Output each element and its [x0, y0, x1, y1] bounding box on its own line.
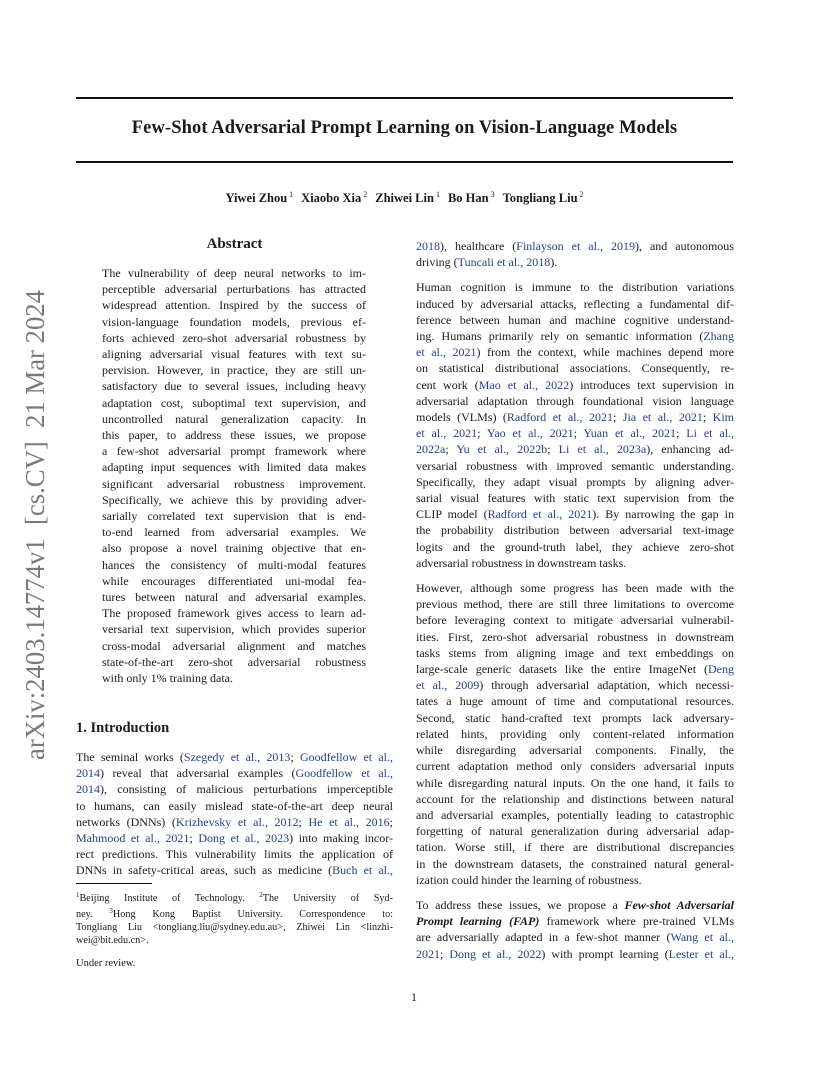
citation-link[interactable]: Lester et al.,	[668, 946, 734, 961]
citation-link[interactable]: et al., 2021	[416, 426, 478, 441]
text-line	[416, 856, 734, 872]
author-name-text: Zhiwei Lin	[375, 191, 434, 205]
text-line	[416, 393, 734, 409]
text-segment: wei@bit.edu.cn>.	[76, 935, 149, 946]
text-segment: ;	[290, 750, 300, 764]
text-segment: Human cognition is immune to the distribution variations	[416, 280, 734, 295]
text-segment: forgetting of natural generalization during adversarial adap-	[416, 824, 734, 839]
citation-link[interactable]: Dong et al., 2023	[198, 831, 290, 846]
citation-link[interactable]: et al., 2021	[416, 345, 477, 360]
citation-link[interactable]: Yuan et al., 2021	[583, 426, 677, 441]
text-segment: on statistical distributional associations. Consequently, re-	[416, 361, 734, 376]
citation-link[interactable]: 2014	[76, 782, 100, 797]
text-line	[416, 328, 734, 344]
citation-link[interactable]: Yao et al., 2021	[486, 426, 574, 441]
text-segment: The seminal works (	[76, 750, 184, 764]
text-segment: adversarial robustness in downstream tasks.	[416, 555, 627, 570]
abstract-body	[102, 265, 366, 686]
text-segment: ) from the context, while machines depend more	[476, 345, 734, 360]
title-rule-bottom	[76, 161, 733, 163]
text-line	[416, 425, 734, 441]
author-name	[448, 191, 495, 205]
text-segment: ing. Humans primarily rely on semantic information (	[416, 329, 704, 344]
text-line	[416, 409, 734, 425]
text-segment: ;	[676, 426, 687, 441]
text-line	[416, 710, 734, 726]
citation-link[interactable]: 2018	[416, 239, 440, 253]
abstract-line: state-of-the-art zero-shot adversarial robustness	[102, 654, 366, 669]
text-line	[76, 765, 393, 781]
text-segment: ), consisting of malicious perturbations imperceptible	[100, 782, 393, 797]
text-segment: ) through adversarial adaptation, which necessi-	[479, 678, 734, 693]
abstract-line: adapting input sequences with limited data makes	[102, 460, 366, 475]
abstract-line: this paper, to address these issues, we propose	[102, 428, 366, 443]
text-line	[416, 312, 734, 328]
citation-link[interactable]: Deng	[708, 662, 734, 677]
text-segment: ) with prompt learning (	[541, 946, 669, 961]
abstract-line: Specifically, we achieve this by providing adver-	[102, 492, 366, 507]
text-line	[416, 377, 734, 393]
text-line	[416, 360, 734, 376]
author-affiliation-mark: 1	[289, 190, 294, 199]
abstract-line: The vulnerability of deep neural networks to im-	[102, 266, 366, 280]
text-line	[76, 830, 393, 846]
text-line	[416, 441, 734, 457]
text-segment: are adversarially adapted in a few-shot manner (	[416, 930, 671, 945]
text-segment: ), and autonomous	[634, 239, 734, 253]
text-segment: the probability distribution between adversarial text-image	[416, 523, 734, 538]
arxiv-stamp	[14, 285, 54, 765]
author-affiliation-mark: 2	[363, 190, 368, 199]
text-segment: before leveraging context to mitigate adversarial vulnerabil-	[416, 613, 734, 628]
author-name	[375, 191, 440, 205]
text-segment: ) introduces text supervision in	[569, 377, 734, 392]
text-segment: ference between human and machine cognitive understand-	[416, 312, 734, 327]
text-segment: CLIP model (	[416, 507, 488, 522]
text-line	[416, 474, 734, 490]
text-segment: DNNs in safety-critical areas, such as medicine (	[76, 863, 333, 878]
footnote-mark: 3	[109, 907, 113, 915]
text-segment: large-scale generic datasets like the entire ImageNet (	[416, 662, 708, 677]
text-segment: induced by adversarial attacks, reflecting a fundamental dif-	[416, 296, 734, 311]
text-line	[416, 726, 734, 742]
citation-link[interactable]: Dong et al., 2022	[449, 946, 542, 961]
text-segment: previous method, there are still three limitations to overcome	[416, 597, 734, 612]
text-segment: ), healthcare (	[440, 239, 517, 253]
abstract-line: The proposed framework gives access to learn ad-	[102, 606, 366, 621]
text-line	[416, 458, 734, 474]
text-line	[416, 775, 734, 791]
citation-link[interactable]: Krizhevsky et al., 2012	[175, 814, 299, 829]
citation-link[interactable]: Radford et al., 2021	[487, 507, 593, 522]
text-line	[76, 862, 393, 878]
text-line	[416, 823, 734, 839]
abstract-line: sarially correlated text supervision that is end-	[102, 509, 366, 524]
abstract-line: hances the consistency of multi-modal features	[102, 557, 366, 572]
footnote-mark: 2	[259, 891, 263, 899]
abstract-line: adaptation cost, suboptimal text supervision, and	[102, 395, 366, 410]
introduction-body-right	[416, 238, 734, 971]
text-line	[76, 934, 393, 947]
text-segment: driving (	[416, 255, 458, 270]
citation-link[interactable]: Mahmood et al., 2021	[76, 831, 190, 846]
text-segment: rect predictions. This vulnerability limits the application of	[76, 847, 393, 862]
citation-link[interactable]: Goodfellow et al.,	[299, 750, 393, 764]
author-name-text: Tongliang Liu	[502, 191, 578, 205]
text-line	[76, 798, 393, 814]
author-name	[503, 191, 584, 205]
paragraph	[416, 238, 734, 270]
citation-link[interactable]: Goodfellow et al.,	[295, 766, 393, 781]
citation-link[interactable]: Tuncali et al., 2018	[457, 255, 551, 270]
citation-link[interactable]: Wang et al.,	[670, 930, 735, 945]
text-line	[416, 506, 734, 522]
text-line	[416, 913, 734, 929]
text-segment: and adversarial examples, potentially leading to catastrophic	[416, 807, 734, 822]
abstract-line: tures between natural and adversarial examples.	[102, 590, 366, 605]
author-list	[76, 190, 733, 206]
text-segment: to humans, can easily mislead state-of-the-art deep neural	[76, 798, 393, 813]
text-line	[76, 749, 393, 765]
citation-link[interactable]: et al., 2009	[416, 678, 480, 693]
abstract-line: a few-shot adversarial prompt framework where	[102, 444, 366, 459]
citation-link[interactable]: Kim	[712, 410, 734, 425]
text-segment: networks (DNNs) (	[76, 814, 176, 829]
text-segment: ;	[389, 814, 393, 829]
text-line	[416, 661, 734, 677]
emphasis-text: Prompt learning (FAP)	[416, 914, 540, 929]
citation-link[interactable]: Szegedy et al., 2013	[183, 750, 291, 764]
affiliation-footnotes	[76, 889, 393, 947]
text-line	[416, 929, 734, 945]
emphasis-text: Few-shot Adversarial	[624, 897, 734, 912]
text-line	[416, 758, 734, 774]
abstract-line: versarial text supervision, which provides superior	[102, 622, 366, 637]
text-segment: tasks stems from aligning image and text embeddings on	[416, 645, 734, 660]
abstract-line: satisfactory due to several issues, including heavy	[102, 379, 366, 394]
abstract-line: uncontrolled natural generalization capacity. In	[102, 411, 366, 426]
citation-link[interactable]: Li et al.,	[686, 426, 735, 441]
text-segment: ney.	[76, 909, 110, 920]
text-segment: in the downstream datasets, the constrained natural general-	[416, 856, 734, 871]
text-line	[416, 279, 734, 295]
text-line	[416, 254, 734, 270]
text-line	[416, 490, 734, 506]
text-segment: adversarial adaptation through foundational vision language	[416, 393, 734, 408]
citation-link[interactable]: 2022a	[416, 442, 446, 457]
introduction-body-left	[76, 749, 393, 879]
text-line	[416, 612, 734, 628]
text-segment: The University of Syd-	[262, 893, 393, 904]
text-line	[76, 846, 393, 862]
text-line	[416, 555, 734, 571]
author-name-text: Xiaobo Xia	[301, 191, 362, 205]
abstract-line: cross-modal adversarial alignment and matches	[102, 638, 366, 653]
text-segment: ). By narrowing the gap in	[592, 507, 734, 522]
text-segment: tation. Worse still, if there are distributional discrepancies	[416, 840, 734, 855]
text-segment: while disregarding adversarial components. Finally, the	[416, 743, 734, 758]
text-segment: framework where pre-trained VLMs	[539, 914, 734, 929]
author-name	[301, 191, 367, 205]
author-affiliation-mark: 2	[579, 190, 584, 199]
text-line	[416, 807, 734, 823]
text-line	[76, 814, 393, 830]
abstract-line: significant adversarial robustness improvement.	[102, 476, 366, 491]
text-line	[416, 539, 734, 555]
text-segment: logits and the ground-truth label, they achieve zero-shot	[416, 539, 734, 554]
citation-link[interactable]: 2021	[416, 946, 440, 961]
paper-title: Few-Shot Adversarial Prompt Learning on Vision-Language Models	[131, 118, 678, 138]
citation-link[interactable]: Yu et al., 2022b	[456, 442, 548, 457]
citation-link[interactable]: Radford et al., 2021	[506, 410, 613, 425]
text-segment: ).	[550, 255, 558, 270]
text-segment: versarial robustness with improved semantic understanding.	[416, 458, 734, 473]
paragraph	[416, 580, 734, 888]
paragraph	[416, 897, 734, 962]
text-segment: To address these issues, we propose a	[416, 897, 625, 912]
abstract-line: while encourages differentiated uni-modal fea-	[102, 573, 366, 588]
author-affiliation-mark: 3	[490, 190, 495, 199]
footnote-mark: 1	[76, 891, 80, 899]
abstract-line: forts achieved zero-shot adversarial robustness by	[102, 330, 366, 345]
text-line	[76, 905, 393, 921]
text-segment: Second, static hand-crafted text prompts lack adversary-	[416, 710, 734, 725]
text-line	[416, 344, 734, 360]
text-line	[416, 839, 734, 855]
text-line	[416, 693, 734, 709]
text-segment: However, although some progress has been made with the	[416, 581, 734, 596]
text-line	[416, 677, 734, 693]
text-segment: ;	[440, 946, 450, 961]
author-affiliation-mark: 1	[435, 190, 440, 199]
text-segment: ;	[612, 410, 623, 425]
abstract-line: pervision. However, in practice, they are still un-	[102, 363, 366, 378]
abstract-line: also propose a novel training objective that en-	[102, 541, 366, 556]
text-segment: ;	[477, 426, 487, 441]
text-segment: Hong Kong Baptist University. Correspondence to:	[112, 909, 394, 920]
citation-link[interactable]: 2014	[76, 766, 100, 781]
text-segment: ), enhancing ad-	[646, 442, 734, 457]
abstract-line: perceptible adversarial perturbations has attracted	[102, 282, 366, 297]
text-segment: cent work (	[416, 377, 479, 392]
citation-link[interactable]: Mao et al., 2022	[478, 377, 570, 392]
abstract-heading: Abstract	[206, 236, 263, 252]
text-line	[416, 296, 734, 312]
text-line	[416, 238, 734, 254]
text-segment: ) reveal that adversarial examples (	[100, 766, 296, 781]
text-line	[416, 791, 734, 807]
citation-link[interactable]: Jia et al., 2021	[622, 410, 703, 425]
text-segment: ;	[445, 442, 457, 457]
text-segment: ;	[189, 831, 199, 846]
paragraph	[416, 279, 734, 571]
text-segment: Beijing Institute of Technology.	[79, 893, 260, 904]
text-line	[416, 580, 734, 596]
text-line	[76, 781, 393, 797]
citation-link[interactable]: Zhang	[703, 329, 734, 344]
section-heading-introduction: 1. Introduction	[76, 720, 170, 736]
text-segment: ities. First, zero-shot adversarial robustness in downstream	[416, 629, 734, 644]
text-segment: models (VLMs) (	[416, 410, 507, 425]
text-segment: Specifically, they adapt visual prompts by aligning adver-	[416, 474, 734, 489]
abstract-line: with only 1% training data.	[102, 671, 233, 686]
text-segment: account for the relationship and distinctions between natural	[416, 791, 734, 806]
abstract-line: aligning adversarial visual features with text su-	[102, 347, 366, 362]
text-segment: ;	[573, 426, 584, 441]
text-line	[416, 522, 734, 538]
text-segment: sarial visual features with static text supervision from the	[416, 491, 734, 506]
text-line	[416, 596, 734, 612]
under-review-note: Under review.	[76, 958, 136, 969]
text-line	[76, 889, 393, 905]
text-line	[416, 742, 734, 758]
text-line	[416, 946, 734, 962]
text-segment: Tongliang Liu <tongliang.liu@sydney.edu.au>, Zhiwei Lin <linzhi-	[76, 922, 393, 933]
author-name-text: Yiwei Zhou	[225, 191, 288, 205]
text-segment: while disregarding natural inputs. On the one hand, it fails to	[416, 775, 734, 790]
abstract-line: vision-language foundation models, previous ef-	[102, 314, 366, 329]
page-number: 1	[411, 990, 417, 1004]
text-segment: ;	[547, 442, 559, 457]
abstract-line: to-end learned from adversarial examples. We	[102, 525, 366, 540]
text-segment: related hints, providing only content-related information	[416, 726, 734, 741]
footnote-rule	[76, 883, 152, 884]
text-line	[416, 872, 734, 888]
citation-link[interactable]: Li et al., 2023a	[558, 442, 647, 457]
author-name-text: Bo Han	[447, 191, 489, 205]
text-segment: current adaptation method only considers adversarial inputs	[416, 759, 734, 774]
abstract-line: widespread attention. Inspired by the success of	[102, 298, 366, 313]
author-name	[225, 191, 293, 205]
text-segment: ;	[702, 410, 713, 425]
text-segment: ) into making incor-	[289, 831, 393, 846]
text-line	[416, 897, 734, 913]
text-segment: ization could hinder the learning of robustness.	[416, 872, 642, 887]
arxiv-stamp-text: arXiv:2403.14774v1 [cs.CV] 21 Mar 2024	[20, 285, 50, 760]
citation-link[interactable]: Finlayson et al., 2019	[516, 239, 635, 253]
citation-link[interactable]: He et al., 2016	[308, 814, 390, 829]
text-segment: tates a huge amount of time and computational resources.	[416, 694, 734, 709]
text-line	[416, 645, 734, 661]
text-segment: ;	[298, 814, 309, 829]
text-line	[416, 629, 734, 645]
text-line	[76, 921, 393, 934]
citation-link[interactable]: Buch et al.,	[332, 863, 393, 878]
title-rule-top	[76, 97, 733, 99]
